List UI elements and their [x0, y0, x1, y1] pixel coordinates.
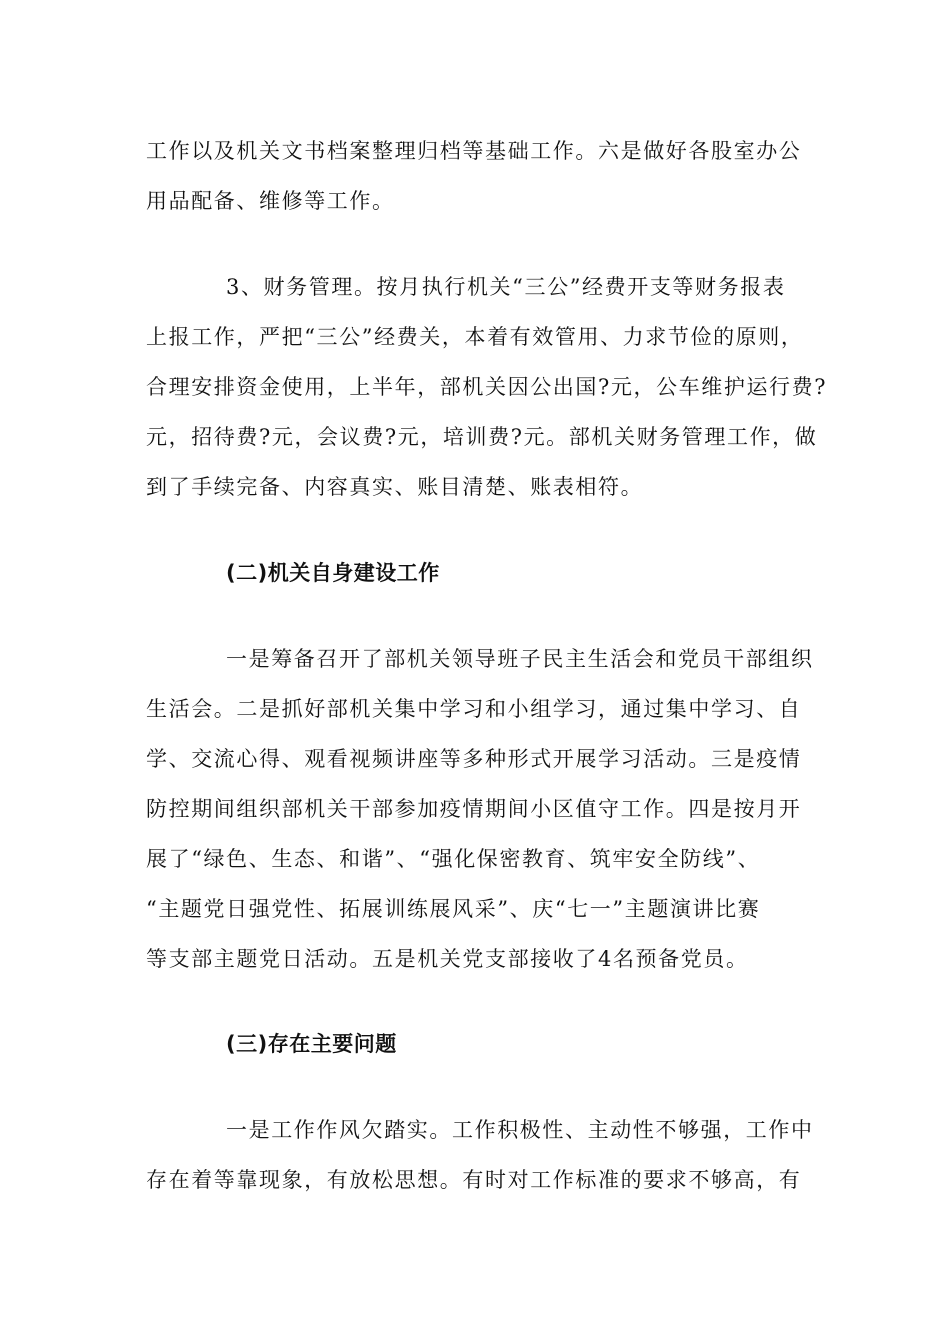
paragraph-line: 3、财务管理。按月执行机关“三公”经费开支等财务报表	[226, 275, 786, 299]
paragraph-line: 展了“绿色、生态、和谐”、“强化保密教育、筑牢安全防线”、	[146, 847, 761, 871]
paragraph-line: 到了手续完备、内容真实、账目清楚、账表相符。	[146, 475, 644, 499]
section-heading: (二)机关自身建设工作	[226, 561, 440, 585]
paragraph-line: 上报工作，严把“三公”经费关，本着有效管用、力求节俭的原则，	[146, 325, 804, 349]
paragraph-line: “主题党日强党性、拓展训练展风采”、庆“七一”主题演讲比赛	[146, 897, 761, 921]
paragraph-line: 元，招待费?元，会议费?元，培训费?元。部机关财务管理工作，做	[146, 425, 818, 449]
paragraph-line: 生活会。二是抓好部机关集中学习和小组学习，通过集中学习、自	[146, 697, 802, 721]
section-heading: (三)存在主要问题	[226, 1032, 397, 1056]
paragraph-line: 存在着等靠现象，有放松思想。有时对工作标准的要求不够高，有	[146, 1168, 802, 1192]
paragraph-line: 学、交流心得、观看视频讲座等多种形式开展学习活动。三是疫情	[146, 747, 802, 771]
paragraph-line: 合理安排资金使用，上半年，部机关因公出国?元，公车维护运行费?	[146, 375, 828, 399]
paragraph-line: 用品配备、维修等工作。	[146, 189, 395, 213]
paragraph-line: 防控期间组织部机关干部参加疫情期间小区值守工作。四是按月开	[146, 797, 802, 821]
paragraph-line: 一是筹备召开了部机关领导班子民主生活会和党员干部组织	[226, 647, 814, 671]
paragraph-line: 一是工作作风欠踏实。工作积极性、主动性不够强，工作中	[226, 1118, 814, 1142]
paragraph-line: 等支部主题党日活动。五是机关党支部接收了4名预备党员。	[146, 947, 749, 971]
paragraph-line: 工作以及机关文书档案整理归档等基础工作。六是做好各股室办公	[146, 139, 802, 163]
